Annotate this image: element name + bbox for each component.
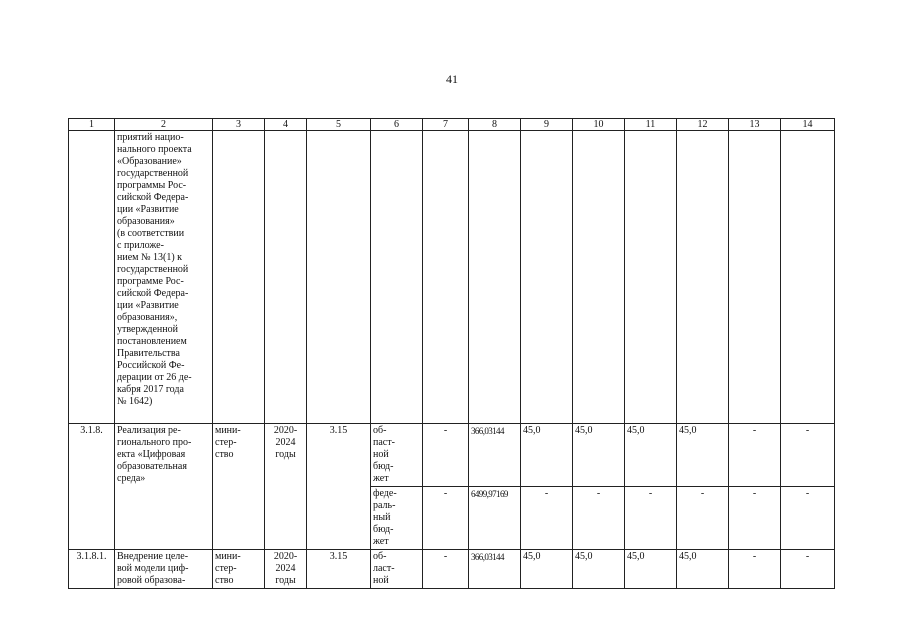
- cell-value: 45,0: [573, 550, 625, 589]
- header-cell: 8: [469, 119, 521, 131]
- cell-empty: [729, 131, 781, 424]
- cell-period: 2020- 2024 годы: [265, 424, 307, 550]
- header-cell: 9: [521, 119, 573, 131]
- cell-value: 366,03144: [469, 550, 521, 589]
- cell-value: 45,0: [677, 424, 729, 487]
- header-cell: 1: [69, 119, 115, 131]
- cell-empty: [781, 131, 835, 424]
- header-row: [69, 119, 835, 131]
- cell-value: -: [423, 550, 469, 589]
- cell-value: -: [781, 424, 835, 487]
- cell-value: 366,03144: [469, 424, 521, 487]
- cell-value: -: [677, 487, 729, 550]
- cell-empty: [625, 131, 677, 424]
- cell-funding-source: феде- раль- ный бюд- жет: [371, 487, 423, 550]
- cell-value: -: [781, 550, 835, 589]
- cell-value: 45,0: [677, 550, 729, 589]
- header-cell: 13: [729, 119, 781, 131]
- cell-value: 45,0: [521, 424, 573, 487]
- cell-event-name: Внедрение целе- вой модели циф- ровой образова-: [115, 550, 213, 589]
- cell-executor: мини- стер- ство: [213, 424, 265, 550]
- cell-funding-source: об- ласт- ной: [371, 550, 423, 589]
- header-cell: 4: [265, 119, 307, 131]
- cell-num: [69, 131, 115, 424]
- header-cell: 7: [423, 119, 469, 131]
- cell-value: -: [423, 424, 469, 487]
- cell-empty: [213, 131, 265, 424]
- cell-period: 2020- 2024 годы: [265, 550, 307, 589]
- cell-empty: [265, 131, 307, 424]
- table-row: [69, 424, 835, 487]
- cell-empty: [469, 131, 521, 424]
- header-cell: 10: [573, 119, 625, 131]
- cell-indicator: 3.15: [307, 424, 371, 550]
- cell-value: 45,0: [625, 424, 677, 487]
- cell-value: -: [625, 487, 677, 550]
- cell-value: 6499,97169: [469, 487, 521, 550]
- page-number: 41: [446, 72, 458, 86]
- cell-value: -: [729, 550, 781, 589]
- cell-indicator: 3.15: [307, 550, 371, 589]
- cell-empty: [573, 131, 625, 424]
- cell-value: 45,0: [521, 550, 573, 589]
- cell-funding-source: об- паст- ной бюд- жет: [371, 424, 423, 487]
- header-cell: 14: [781, 119, 835, 131]
- cell-value: -: [781, 487, 835, 550]
- cell-value: -: [729, 424, 781, 487]
- cell-empty: [521, 131, 573, 424]
- program-table: [68, 118, 835, 589]
- cell-value: -: [521, 487, 573, 550]
- table-row: [69, 550, 835, 589]
- cell-executor: мини- стер- ство: [213, 550, 265, 589]
- header-cell: 5: [307, 119, 371, 131]
- cell-num: 3.1.8.: [69, 424, 115, 550]
- cell-empty: [307, 131, 371, 424]
- cell-event-name: Реализация ре- гионального про- екта «Цифровая образовательная среда»: [115, 424, 213, 550]
- cell-empty: [423, 131, 469, 424]
- cell-empty: [677, 131, 729, 424]
- cell-num: 3.1.8.1.: [69, 550, 115, 589]
- header-cell: 2: [115, 119, 213, 131]
- table-row-continued: [69, 131, 835, 424]
- header-cell: 11: [625, 119, 677, 131]
- header-cell: 12: [677, 119, 729, 131]
- cell-value: -: [423, 487, 469, 550]
- cell-value: -: [573, 487, 625, 550]
- cell-value: 45,0: [573, 424, 625, 487]
- cell-empty: [371, 131, 423, 424]
- header-cell: 3: [213, 119, 265, 131]
- cell-continued-text: приятий нацио- нального проекта «Образование» государственной программы Рос- сийской Федера- ции «Развитие образования» (в соответствии с приложе- нием № 13(1) к государственной программе Рос- сийской Федера- ции «Развитие образования», утвержденной постановлением Правительства Российской Фе- дерации от 26 де- кабря 2017 года № 1642): [115, 131, 213, 424]
- header-cell: 6: [371, 119, 423, 131]
- cell-value: -: [729, 487, 781, 550]
- cell-value: 45,0: [625, 550, 677, 589]
